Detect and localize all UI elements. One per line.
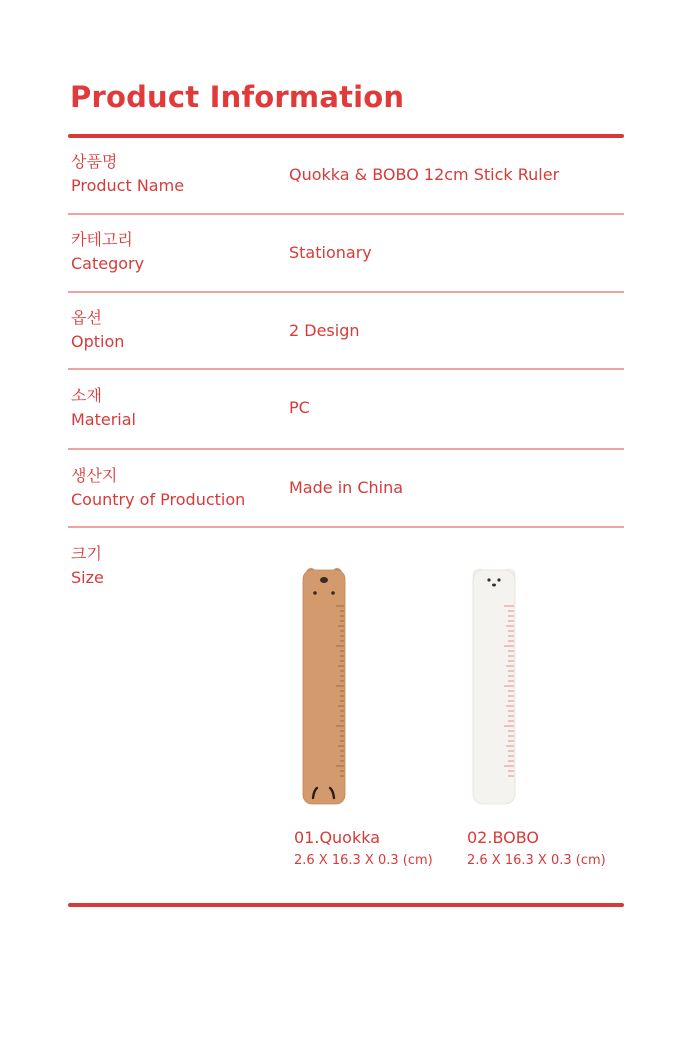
label-en: Product Name (71, 176, 185, 195)
size-dims: 2.6 X 16.3 X 0.3 (cm) (467, 853, 606, 868)
bobo-ruler-image (470, 566, 518, 806)
label-country (71, 464, 245, 512)
value-option: 2 Design (289, 321, 360, 340)
label-ko: 생산지 (71, 466, 118, 485)
row-divider (68, 448, 624, 450)
size-dims: 2.6 X 16.3 X 0.3 (cm) (294, 853, 433, 868)
quokka-ruler-image (300, 566, 348, 806)
page-title: Product Information (70, 80, 405, 114)
row-divider (68, 368, 624, 370)
value-country: Made in China (289, 478, 404, 497)
row-divider (68, 526, 624, 528)
label-category (71, 228, 144, 276)
size-caption-bobo (467, 828, 606, 868)
size-caption-quokka (294, 828, 433, 868)
label-ko: 크기 (71, 544, 102, 563)
bottom-divider (68, 903, 624, 907)
label-ko: 옵션 (71, 308, 102, 327)
label-material (71, 384, 136, 432)
row-divider (68, 291, 624, 293)
label-product-name (71, 150, 184, 198)
size-name: 01.Quokka (294, 828, 381, 847)
value-product-name: Quokka & BOBO 12cm Stick Ruler (289, 165, 560, 184)
label-ko: 상품명 (71, 152, 118, 171)
label-en: Material (71, 410, 136, 429)
label-en: Option (71, 332, 125, 351)
size-name: 02.BOBO (467, 828, 540, 847)
top-divider (68, 134, 624, 138)
label-en: Size (71, 568, 104, 587)
label-size (71, 542, 104, 590)
label-ko: 카테고리 (71, 230, 133, 249)
row-divider (68, 213, 624, 215)
label-option (71, 306, 124, 354)
label-en: Category (71, 254, 145, 273)
value-material: PC (289, 398, 310, 417)
label-en: Country of Production (71, 490, 246, 509)
label-ko: 소재 (71, 386, 102, 405)
value-category: Stationary (289, 243, 372, 262)
